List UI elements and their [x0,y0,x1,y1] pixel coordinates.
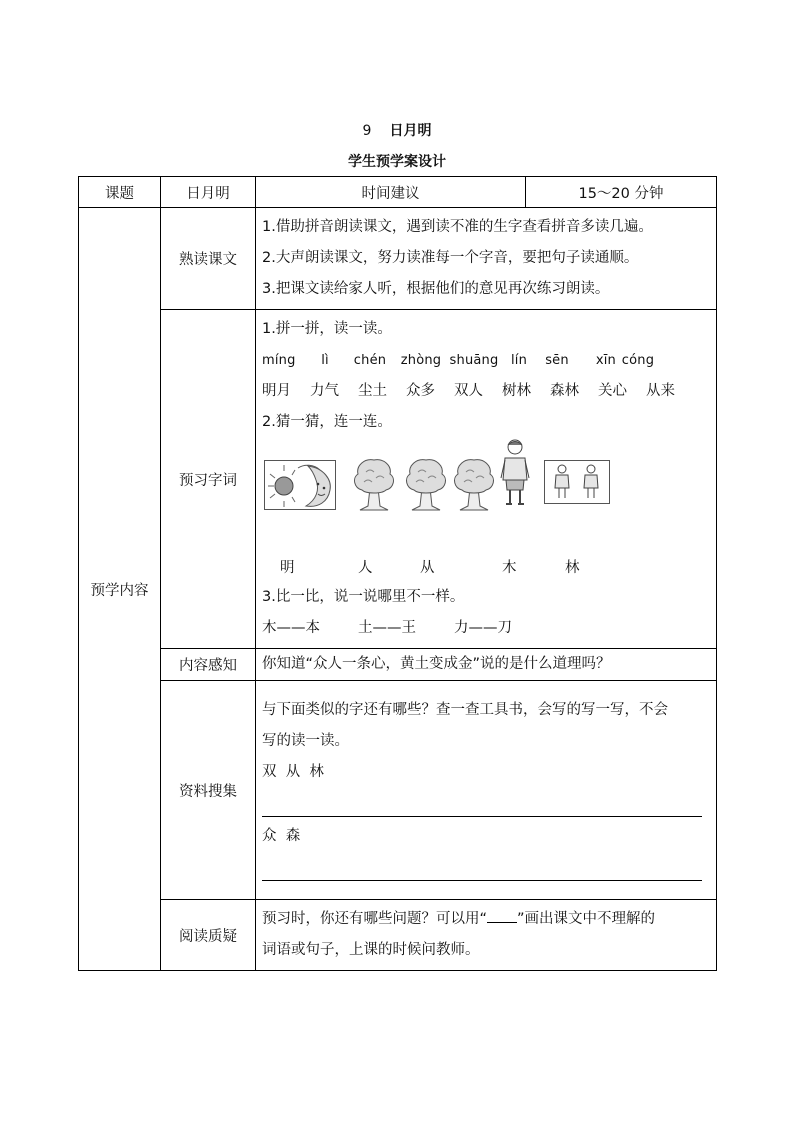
match-char: 从 [420,560,435,576]
word: 明月 [262,383,291,399]
reading-label: 熟读课文 [161,208,256,310]
research-row [79,681,717,900]
word: 双人 [454,383,483,399]
matching-pictures [262,438,710,550]
study-plan-table [78,176,717,971]
sun-moon-picture [264,460,336,510]
match-char: 林 [565,560,580,576]
matching-characters [262,550,710,582]
word: 从来 [646,383,675,399]
word: 尘土 [358,383,387,399]
compare-pair: 木——本 [262,620,320,636]
pinyin: lì [321,353,329,368]
words-row [262,376,710,407]
word: 关心 [598,383,627,399]
preview-item3-title: 3.比一比，说一说哪里不一样。 [262,589,465,605]
time-value: 15～20 分钟 [526,177,717,208]
pinyin: sēn [545,353,569,368]
preview-item1-title: 1.拼一拼，读一读。 [262,321,392,337]
preview-item2-title: 2.猜一猜，连一连。 [262,414,392,430]
topic-value: 日月明 [161,177,256,208]
questions-row [79,900,717,971]
pinyin: shuāng [449,353,499,368]
forest-picture [402,456,502,512]
main-label: 预学内容 [79,208,161,971]
questions-text-before: 预习时，你还有哪些问题？可以用“ [262,911,488,927]
tree-picture [350,456,398,512]
reading-line-3: 3.把课文读给家人听，根据他们的意见再次练习朗读。 [262,281,610,297]
lesson-name: 日月明 [389,123,432,139]
page-subtitle: 学生预学案设计 [348,154,446,170]
pinyin: chén [353,353,387,368]
questions-text-2: 词语或句子，上课的时候问教师。 [262,942,480,958]
preview-label: 预习字词 [161,310,256,649]
reading-line-2: 2.大声朗读课文，努力读准每一个字音，要把句子读通顺。 [262,250,639,266]
word: 森林 [550,383,579,399]
person-picture [498,438,532,510]
reading-row [79,208,717,310]
questions-label: 阅读质疑 [161,900,256,971]
research-text-1: 与下面类似的字还有哪些？查一查工具书，会写的写一写，不会 [262,702,668,718]
reading-line-1: 1.借助拼音朗读课文，遇到读不准的生字查看拼音多读几遍。 [262,219,653,235]
compare-pair: 力——刀 [454,620,512,636]
pinyin: xīn [595,353,616,368]
topic-label: 课题 [79,177,161,208]
word: 众多 [406,383,435,399]
research-group-2: 众 森 [262,828,301,844]
lesson-title [0,120,794,140]
questions-text-after: ”画出课文中不理解的 [517,911,656,927]
time-label: 时间建议 [256,177,526,208]
pinyin: lín [510,353,528,368]
word: 树林 [502,383,531,399]
word: 力气 [310,383,339,399]
match-char: 木 [502,560,517,576]
topic-row [79,177,717,208]
perception-text: 你知道“众人一条心，黄土变成金”说的是什么道理吗？ [262,656,611,672]
match-char: 明 [280,560,295,576]
answer-line-1[interactable] [262,788,702,817]
pinyin: míng [262,353,296,368]
underline-mark [487,908,517,923]
answer-line-2[interactable] [262,852,702,881]
compare-pairs [262,613,710,644]
compare-pair: 土——王 [358,620,416,636]
research-text-2: 写的读一读。 [262,733,349,749]
research-label: 资料搜集 [161,681,256,900]
pinyin-row [262,345,710,376]
perception-label: 内容感知 [161,649,256,681]
match-char: 人 [358,560,373,576]
perception-row [79,649,717,681]
two-people-picture [544,460,610,504]
preview-row [79,310,717,649]
research-group-1: 双 从 林 [262,764,324,780]
pinyin: zhòng [400,353,442,368]
lesson-number: 9 [362,123,372,139]
pinyin: cóng [621,353,655,368]
questions-text-1 [262,904,710,935]
